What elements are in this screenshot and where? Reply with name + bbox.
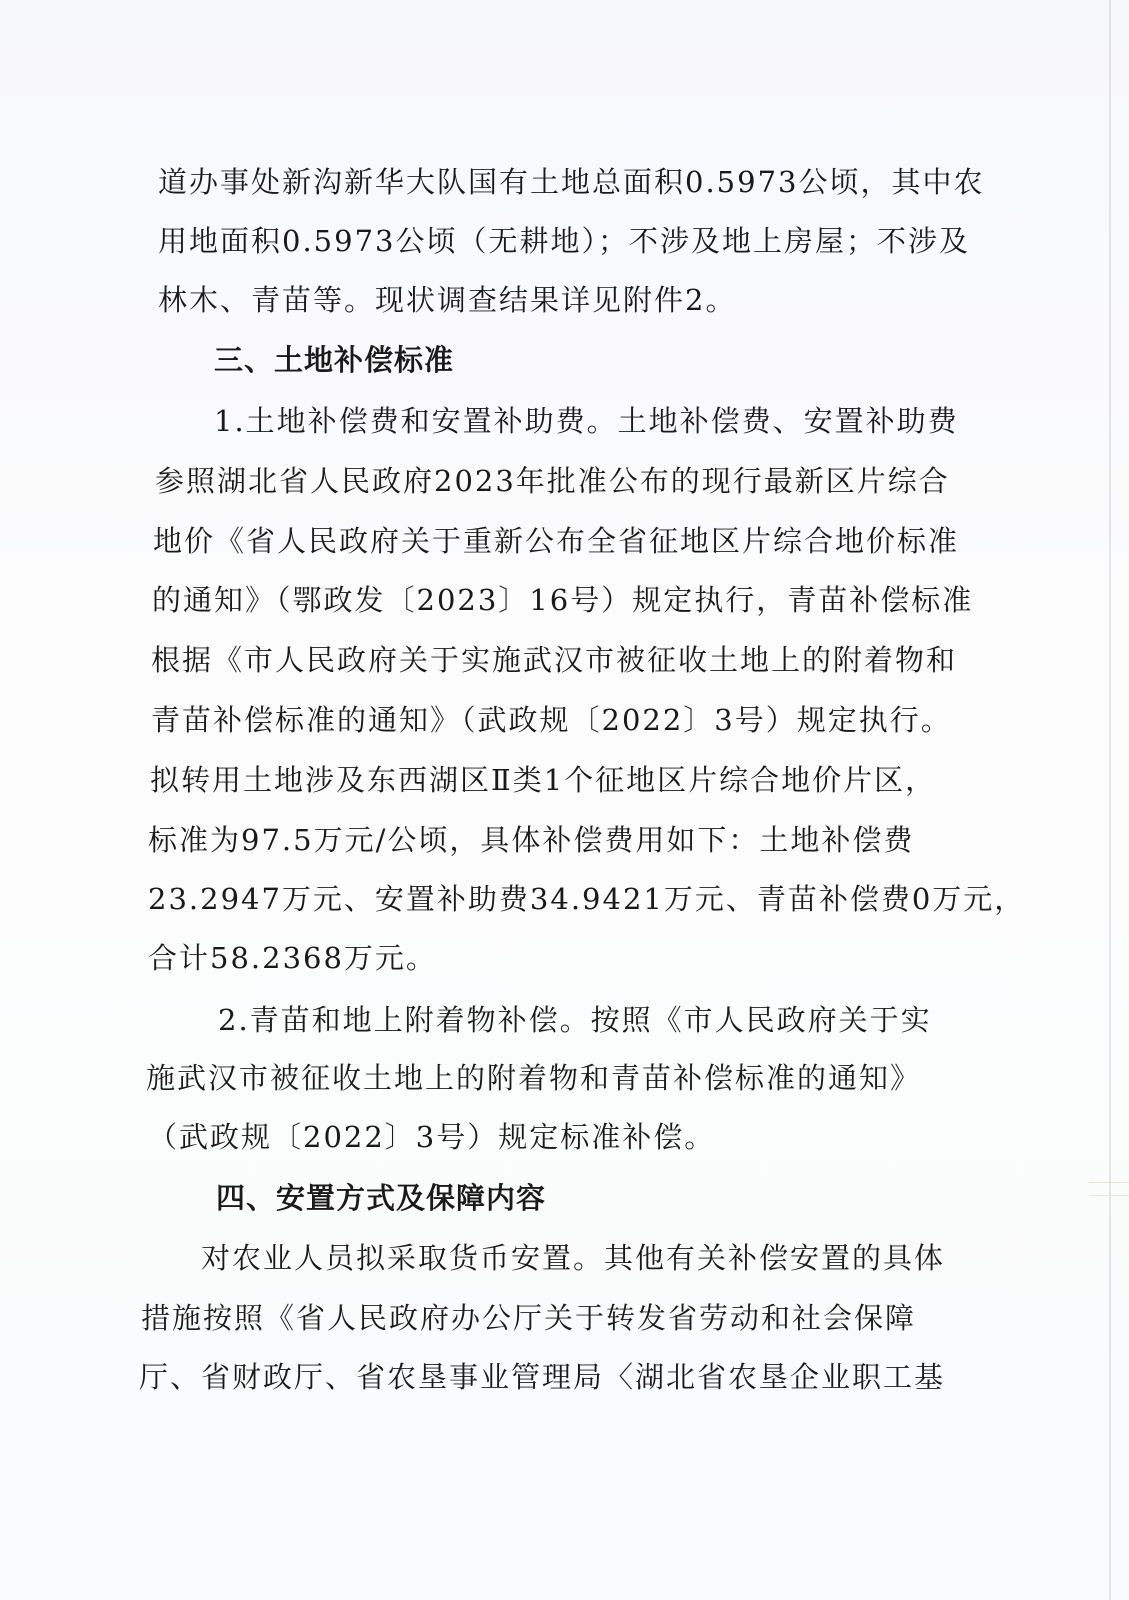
text-line: 根据《市人民政府关于实施武汉市被征收土地上的附着物和 bbox=[151, 643, 958, 677]
text-line: 2.青苗和地上附着物补偿。按照《市人民政府关于实 bbox=[218, 1003, 932, 1037]
text-line: 林木、青苗等。现状调查结果详见附件2。 bbox=[158, 283, 737, 317]
text-line: 拟转用土地涉及东西湖区Ⅱ类1个征地区片综合地价片区， bbox=[150, 763, 937, 797]
text-line: 的通知》（鄂政发〔2023〕16号）规定执行，青苗补偿标准 bbox=[152, 583, 974, 617]
text-line: 施武汉市被征收土地上的附着物和青苗补偿标准的通知》 bbox=[146, 1061, 922, 1095]
section-heading: 三、土地补偿标准 bbox=[214, 343, 455, 377]
text-line: 措施按照《省人民政府办公厅关于转发省劳动和社会保障 bbox=[141, 1301, 917, 1335]
text-line: 道办事处新沟新华大队国有土地总面积0.5973公顷，其中农 bbox=[158, 165, 985, 199]
text-line: 对农业人员拟采取货币安置。其他有关补偿安置的具体 bbox=[201, 1241, 946, 1275]
text-line: 标准为97.5万元/公顷，具体补偿费用如下：土地补偿费 bbox=[148, 823, 915, 857]
text-line: （武政规〔2022〕3号）规定标准补偿。 bbox=[148, 1120, 716, 1154]
text-line: 23.2947万元、安置补助费34.9421万元、青苗补偿费0万元， bbox=[148, 882, 1026, 916]
text-line: 参照湖北省人民政府2023年批准公布的现行最新区片综合 bbox=[155, 464, 950, 498]
text-line: 厅、省财政厅、省农垦事业管理局〈湖北省农垦企业职工基 bbox=[139, 1360, 946, 1394]
text-line: 地价《省人民政府关于重新公布全省征地区片综合地价标准 bbox=[153, 524, 960, 558]
page-edge-mark bbox=[1089, 1182, 1129, 1196]
text-line: 用地面积0.5973公顷（无耕地）；不涉及地上房屋；不涉及 bbox=[158, 224, 970, 258]
page-edge-line bbox=[1109, 0, 1111, 1600]
text-line: 青苗补偿标准的通知》（武政规〔2022〕3号）规定执行。 bbox=[151, 703, 952, 737]
section-heading: 四、安置方式及保障内容 bbox=[216, 1181, 547, 1215]
text-line: 合计58.2368万元。 bbox=[148, 941, 437, 975]
text-line: 1.土地补偿费和安置补助费。土地补偿费、安置补助费 bbox=[214, 404, 959, 438]
